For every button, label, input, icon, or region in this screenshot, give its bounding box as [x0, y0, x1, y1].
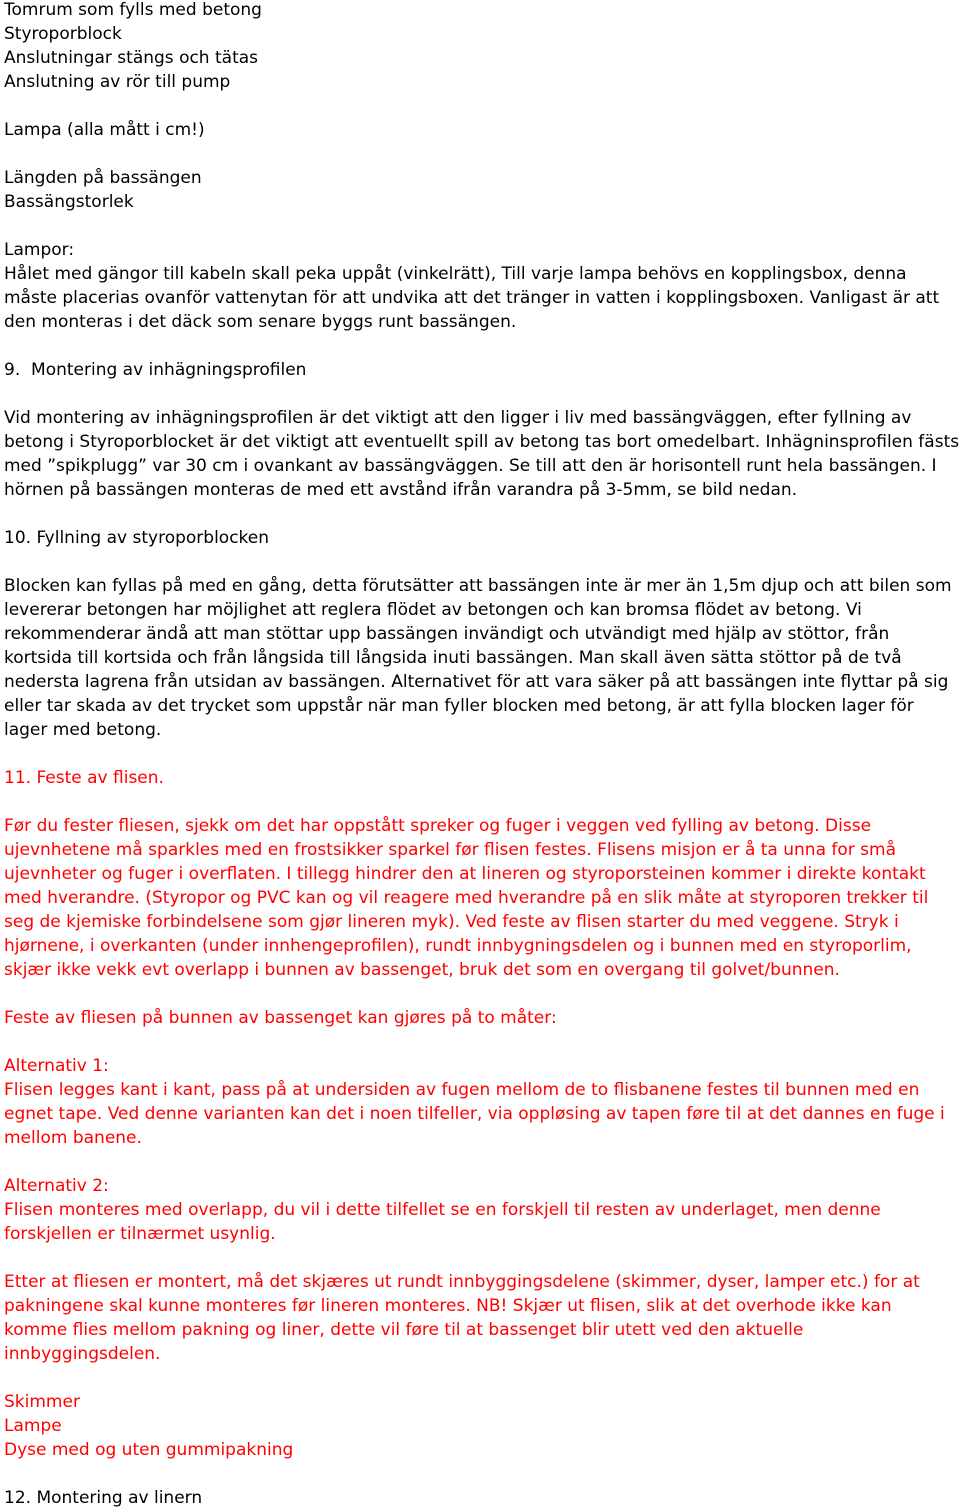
section-11: [4, 766, 960, 1462]
section-10-heading: 10. Fyllning av styroporblocken: [4, 528, 270, 548]
intro-line: Anslutningar stängs och tätas: [4, 48, 259, 68]
section-9-heading: 9. Montering av inhägningsprofilen: [4, 360, 307, 380]
intro-list: [4, 0, 960, 94]
parts-list: [4, 1390, 960, 1462]
document-page: [4, 0, 960, 1510]
intro-line: Anslutning av rör till pump: [4, 72, 231, 92]
alternative-1-body: Flisen legges kant i kant, pass på at undersiden av fugen mellom de to flisbanene festes til bunnen med en egnet tape. Ved denne varianten kan det i noen tilfeller, via oppløsing av tapen føre til at det dannes en fuge i mellom banene.: [4, 1080, 945, 1148]
lampor-section: [4, 238, 960, 334]
intro-line: Tomrum som fylls med betong: [4, 0, 262, 20]
pool-labels: [4, 166, 960, 214]
lampor-body: Hålet med gängor till kabeln skall peka uppåt (vinkelrätt), Till varje lampa behövs en kopplingsbox, denna måste placerias ovanför vattenytan för att undvika att det tränger in vatten i kopplingsboxen. Vanligast är att den monteras i det däck som senare byggs runt bassängen.: [4, 264, 940, 332]
section-9: [4, 358, 960, 502]
section-10-body: Blocken kan fyllas på med en gång, detta förutsätter att bassängen inte är mer än 1,5m djup och att bilen som levererar betongen har möjlighet att reglera flödet av betongen och kan bromsa flödet av betong. Vi rekommenderar ändå att man stöttar upp bassängen invändigt och utvändigt med hjälp av stöttor, från kortsida till kortsida och från långsida till långsida inuti bassängen. Man skall även sätta stöttor på de två nedersta lagrena från utsidan av bassängen. Alternativet för att vara säker på att bassängen inte flyttar på sig eller tar skada av det trycket som uppstår när man fyller blocken med betong, är att fylla blocken lager för lager med betong.: [4, 576, 952, 740]
section-9-body: Vid montering av inhägningsprofilen är det viktigt att den ligger i liv med bassängväggen, efter fyllning av betong i Styroporblocket är det viktigt att eventuellt spill av betong tas bort omedelbart. Inhägninsprofilen fästs med ”spikplugg” var 30 cm i ovankant av bassängväggen. Se till att den är horisontell runt hela bassängen. I hörnen på bassängen monteras de med ett avstånd ifrån varandra på 3-5mm, se bild nedan.: [4, 408, 960, 500]
alternative-2-body: Flisen monteres med overlapp, du vil i dette tilfellet se en forskjell til resten av underlaget, men denne forskjellen er tilnærmet usynlig.: [4, 1200, 881, 1244]
part-item: Dyse med og uten gummipakning: [4, 1440, 294, 1460]
section-11-body: Før du fester fliesen, sjekk om det har oppstått spreker og fuger i veggen ved fylling av betong. Disse ujevnhetene må sparkles med en frostsikker sparkel før flisen festes. Flisens misjon er å ta unna for små ujevnheter og fuger i overflaten. I tillegg hindrer den at lineren og styroporsteinen kommer i direkte kontakt med hverandre. (Styropor og PVC kan og vil reagere med hverandre på en slik måte at styroporen trekker til seg de kjemiske forbindelsene som gjør lineren myk). Ved feste av flisen starter du med veggene. Stryk i hjørnene, i overkanten (under innhengeprofilen), rundt innbygningsdelen og i bunnen med en styroporlim, skjær ikke vekk evt overlapp i bunnen av bassenget, bruk det som en overgang til golvet/bunnen.: [4, 816, 929, 980]
bottom-intro: Feste av fliesen på bunnen av bassenget kan gjøres på to måter:: [4, 1008, 557, 1028]
lampa-caption: Lampa (alla mått i cm!): [4, 120, 205, 140]
cutout-body: Etter at fliesen er montert, må det skjæres ut rundt innbyggingsdelene (skimmer, dyser, lamper etc.) for at pakningene skal kunne monteres før lineren monteres. NB! Skjær ut flisen, slik at det overhode ikke kan komme flies mellom pakning og liner, dette vil føre til at bassenget blir utett ved den aktuelle innbyggingsdelen.: [4, 1272, 920, 1364]
alternative-1-heading: Alternativ 1:: [4, 1056, 109, 1076]
intro-line: Styroporblock: [4, 24, 122, 44]
pool-label: Bassängstorlek: [4, 192, 134, 212]
part-item: Lampe: [4, 1416, 62, 1436]
pool-label: Längden på bassängen: [4, 168, 202, 188]
section-11-heading: 11. Feste av flisen.: [4, 768, 164, 788]
section-12-heading: 12. Montering av linern: [4, 1488, 203, 1508]
lampor-heading: Lampor:: [4, 240, 75, 260]
alternative-2-heading: Alternativ 2:: [4, 1176, 109, 1196]
part-item: Skimmer: [4, 1392, 80, 1412]
section-10: [4, 526, 960, 742]
